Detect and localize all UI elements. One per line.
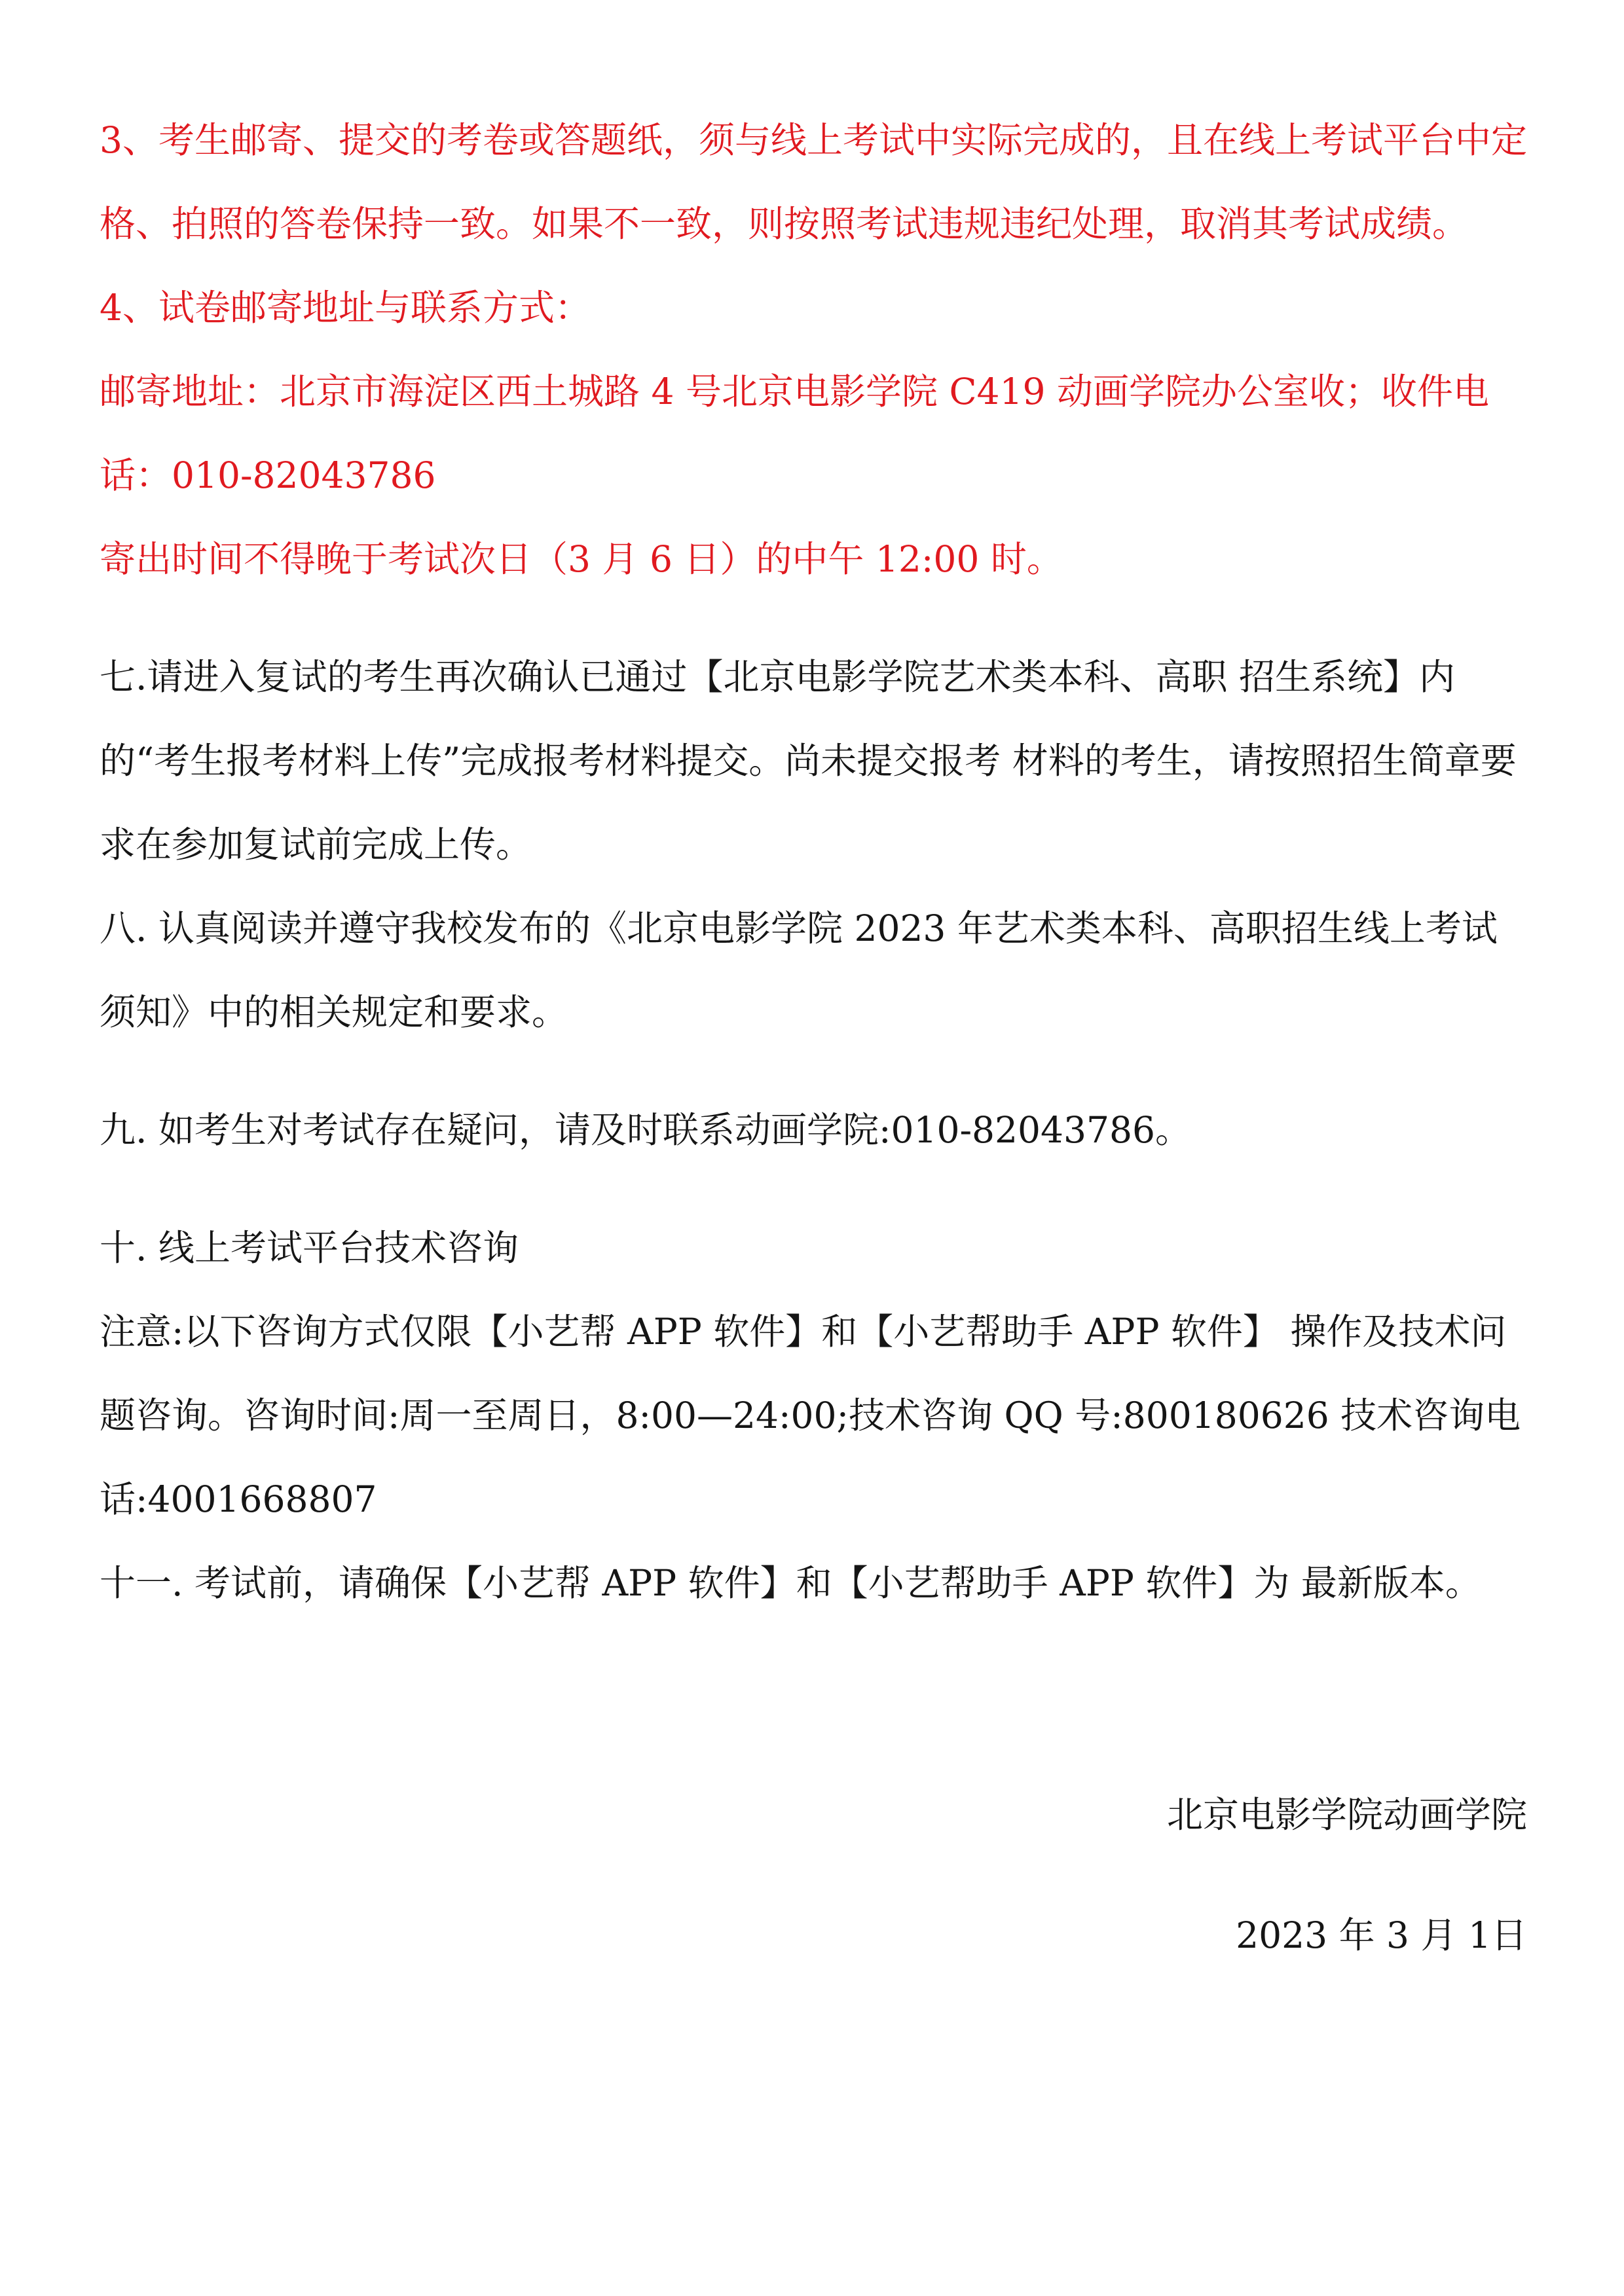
item-10-title: 十. 线上考试平台技术咨询 [100,1227,519,1269]
spacer [100,1172,1527,1206]
signature-date: 2023 年 3 月 1日 [1236,1914,1527,1956]
item-9-contact: 九. 如考生对考试存在疑问，请及时联系动画学院:010-82043786。 [100,1109,1192,1151]
document-body [100,98,1527,1625]
paragraph-4-mailing-address: 邮寄地址：北京市海淀区西土城路 4 号北京电影学院 C419 动画学院办公室收；收件电话：010-82043786 [100,371,1489,496]
item-8-exam-rules: 八. 认真阅读并遵守我校发布的《北京电影学院 2023 年艺术类本科、高职招生线上考试须知》中的相关规定和要求。 [100,907,1498,1033]
item-11-app-version: 十一. 考试前，请确保【小艺帮 APP 软件】和【小艺帮助手 APP 软件】为 最新版本。 [100,1562,1481,1604]
spacer [100,1054,1527,1088]
item-10-tech-support-note: 注意:以下咨询方式仅限【小艺帮 APP 软件】和【小艺帮助手 APP 软件】 操作及技术问题咨询。咨询时间:周一至周日，8:00—24:00;技术咨询 QQ 号:800180626 技术咨询电话:4001668807 [100,1311,1521,1520]
paragraph-4-deadline: 寄出时间不得晚于考试次日（3 月 6 日）的中午 12:00 时。 [100,538,1063,580]
spacer [100,601,1527,635]
paragraph-4-title: 4、试卷邮寄地址与联系方式： [100,287,591,329]
paragraph-3-submission-consistency: 3、考生邮寄、提交的考卷或答题纸，须与线上考试中实际完成的，且在线上考试平台中定格、拍照的答卷保持一致。如果不一致，则按照考试违规违纪处理，取消其考试成绩。 [100,119,1527,245]
signature-organization: 北京电影学院动画学院 [1166,1794,1527,1836]
item-7-material-upload: 七.请进入复试的考生再次确认已通过【北京电影学院艺术类本科、高职 招生系统】内的“考生报考材料上传”完成报考材料提交。尚未提交报考 材料的考生，请按照招生简章要求在参加复试前完成上传。 [100,656,1517,866]
